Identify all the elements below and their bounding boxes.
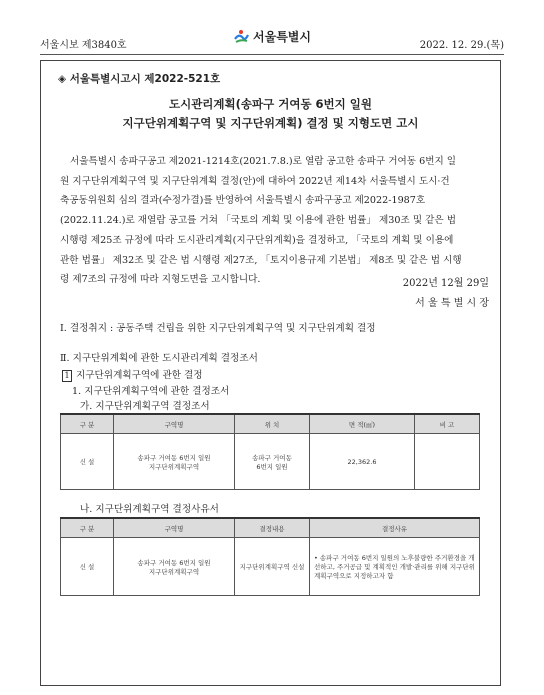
section-2-1-1-b: 나. 지구단위계획구역 결정사유서 [80,504,219,515]
col-header: 면 적(㎡) [310,414,415,434]
col-header: 구 분 [61,518,114,538]
notice-body [60,152,490,290]
cell-content: 지구단위계획구역 신설 [235,538,310,596]
page-header [40,28,504,50]
cell-note [415,434,480,490]
col-header: 결정사유 [310,518,480,538]
cell-name: 송파구 거여동 6번지 일원 지구단위계획구역 [114,434,235,490]
col-header: 위 치 [235,414,310,434]
notice-number: ◈ 서울특별시고시 제2022-521호 [58,73,221,85]
body-line: 령 제7조의 규정에 따라 지형도면을 고시합니다. [60,274,261,286]
table-header-row [61,518,480,538]
section-2-1 [62,367,203,382]
body-line: 원 지구단위계획구역 및 지구단위계획 결정(안)에 대하여 2022년 제14차 서울특별시 도시·건 [60,175,450,187]
zone-decision-table [60,413,480,490]
col-header: 구역명 [114,518,235,538]
section-2-1-1-a: 가. 지구단위계획구역 결정조서 [80,401,210,412]
section-2: Ⅱ. 지구단위계획에 관한 도시관리계획 결정조서 [60,353,258,364]
table-header-row [61,414,480,434]
cell-type: 신 설 [61,434,114,490]
cell-reason: • 송파구 거여동 6번지 일원의 노후불량한 주거환경을 개선하고, 주거공급 및 계획적인 개발·관리를 위해 지구단위계획구역으로 지정하고자 함 [310,538,480,596]
boxed-number: 1 [62,370,72,382]
col-header: 구역명 [114,414,235,434]
section-1: Ⅰ. 결정취지 : 공동주택 건립을 위한 지구단위계획구역 및 지구단위계획 결정 [60,323,376,334]
col-header: 결정내용 [235,518,310,538]
header-rule [40,54,504,55]
issue-number: 서울시보 제3840호 [40,40,127,51]
notice-date: 2022년 12월 29일 [402,278,489,289]
notice-issuer: 서 울 특 별 시 장 [415,298,489,309]
body-line: 시행령 제25조 규정에 따라 도시관리계획(지구단위계획)을 결정하고, 「국토의 계획 및 이용에 [60,234,454,246]
body-line: (2022.11.24.)로 재열람 공고를 거쳐 「국토의 계획 및 이용에 관한 법률」 제30조 및 같은 법 [60,215,456,227]
cell-name: 송파구 거여동 6번지 일원 지구단위계획구역 [114,538,235,596]
section-2-1-label: 지구단위계획구역에 관한 결정 [76,370,203,381]
logo-text: 서울특별시 [253,30,311,44]
cell-location: 송파구 거여동 6번지 일원 [235,434,310,490]
cell-area: 22,362.6 [310,434,415,490]
notice-title-line1: 도시관리계획(송파구 거여동 6번지 일원 [168,97,372,111]
notice-title-line2: 지구단위계획구역 및 지구단위계획) 결정 및 지형도면 고시 [122,116,419,130]
table-row [61,538,480,596]
cell-type: 신 설 [61,538,114,596]
seoul-logo-icon [233,29,249,45]
table-row [61,434,480,490]
seoul-logo [233,28,311,45]
body-line: 축공동위원회 심의 결과(수정가결)를 반영하여 서울특별시 송파구공고 제2022-1987호 [60,195,426,207]
body-line: 관한 법률」 제32조 및 같은 법 시행령 제27조, 「토지이용규제 기본법」 제8조 및 같은 법 시행 [60,254,462,266]
issue-date: 2022. 12. 29.(목) [419,40,504,51]
zone-reason-table [60,517,480,596]
body-line: 서울특별시 송파구공고 제2021-1214호(2021.7.8.)로 열람 공고한 송파구 거여동 6번지 일 [70,156,457,167]
col-header: 비 고 [415,414,480,434]
section-2-1-1: 1. 지구단위계획구역에 관한 결정조서 [72,386,230,397]
col-header: 구 분 [61,414,114,434]
